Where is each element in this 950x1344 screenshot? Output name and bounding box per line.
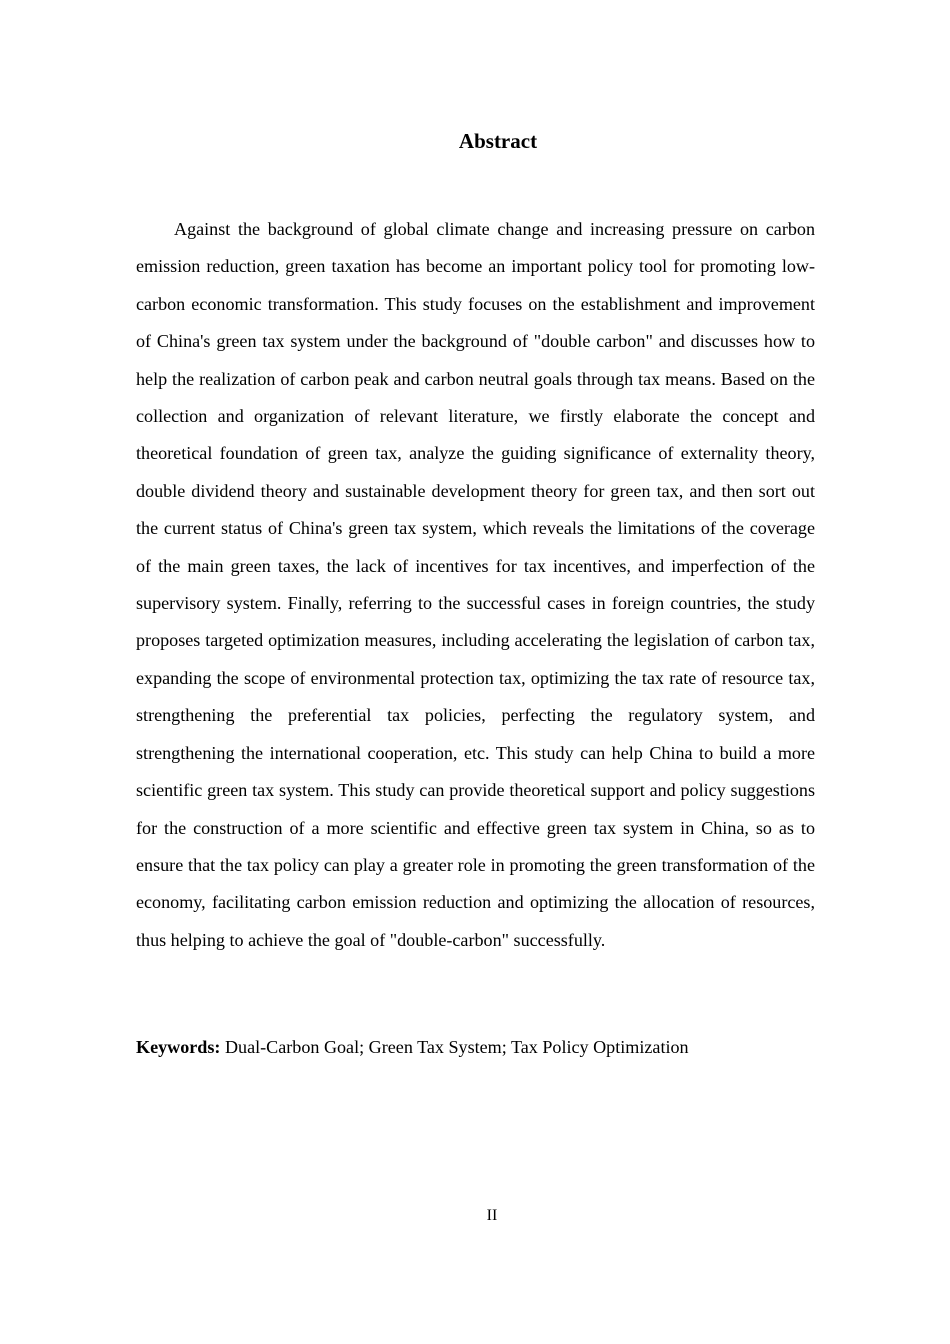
page-number: II — [486, 1207, 498, 1224]
page-title: Abstract — [458, 129, 538, 153]
keywords-text: Dual-Carbon Goal; Green Tax System; Tax Policy Optimization — [220, 1037, 689, 1057]
keywords-line — [136, 1032, 815, 1062]
abstract-paragraph: Against the background of global climate change and increasing pressure on carbon emission reduction, green taxation has become an important policy tool for promoting low-carbon economic transformation. This study focuses on the establishment and improvement of China's green tax system under the background of "double carbon" and discusses how to help the realization of carbon peak and carbon neutral goals through tax means. Based on the collection and organization of relevant literature, we firstly elaborate the concept and theoretical foundation of green tax, analyze the guiding significance of externality theory, double dividend theory and sustainable development theory for green tax, and then sort out the current status of China's green tax system, which reveals the limitations of the coverage of the main green taxes, the lack of incentives for tax incentives, and imperfection of the supervisory system. Finally, referring to the successful cases in foreign countries, the study proposes targeted optimization measures, including accelerating the legislation of carbon tax, expanding the scope of environmental protection tax, optimizing the tax rate of resource tax, strengthening the preferential tax policies, perfecting the regulatory system, and strengthening the international cooperation, etc. This study can help China to build a more scientific green tax system. This study can provide theoretical support and policy suggestions for the construction of a more scientific and effective green tax system in China, so as to ensure that the tax policy can play a greater role in promoting the green transformation of the economy, facilitating carbon emission reduction and optimizing the allocation of resources, thus helping to achieve the goal of "double-carbon" successfully. — [136, 219, 815, 950]
keywords-label: Keywords: — [136, 1037, 221, 1057]
